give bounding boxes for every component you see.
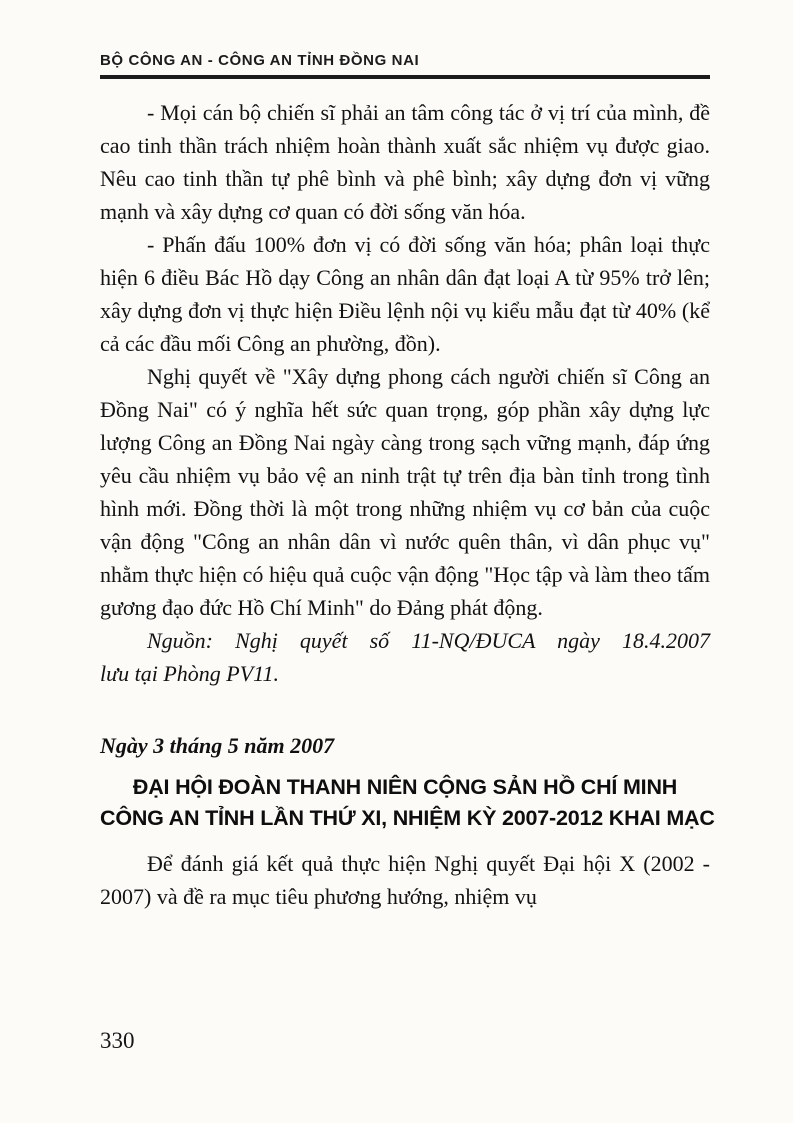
paragraph-resolution-point-2: - Phấn đấu 100% đơn vị có đời sống văn hóa; phân loại thực hiện 6 điều Bác Hồ dạy Công an nhân dân đạt loại A từ 95% trở lên; xây dựng đơn vị thực hiện Điều lệnh nội vụ kiểu mẫu đạt từ 40% (kể cả các đầu mối Công an phường, đồn). [100,232,710,356]
running-head [100,52,710,79]
header-rule [100,75,710,79]
entry-date-heading: Ngày 3 tháng 5 năm 2007 [100,733,335,758]
page-body [100,96,715,913]
page-number: 330 [100,1028,135,1053]
source-note-line-2: lưu tại Phòng PV11. [100,661,280,686]
paragraph-article-opening: Để đánh giá kết quả thực hiện Nghị quyết Đại hội X (2002 - 2007) và đề ra mục tiêu phương hướng, nhiệm vụ [100,851,710,909]
source-note-line-1: Nguồn: Nghị quyết số 11-NQ/ĐUCA ngày 18.4.2007 [147,628,710,653]
paragraph-resolution-meaning: Nghị quyết về "Xây dựng phong cách người chiến sĩ Công an Đồng Nai" có ý nghĩa hết sức quan trọng, góp phần xây dựng lực lượng Công an Đồng Nai ngày càng trong sạch vững mạnh, đáp ứng yêu cầu nhiệm vụ bảo vệ an ninh trật tự trên địa bàn tỉnh trong tình hình mới. Đồng thời là một trong những nhiệm vụ cơ bản của cuộc vận động "Công an nhân dân vì nước quên thân, vì dân phục vụ" nhằm thực hiện có hiệu quả cuộc vận động "Học tập và làm theo tấm gương đạo đức Hồ Chí Minh" do Đảng phát động. [100,364,710,620]
paragraph-resolution-point-1: - Mọi cán bộ chiến sĩ phải an tâm công tác ở vị trí của mình, đề cao tinh thần trách nhiệm hoàn thành xuất sắc nhiệm vụ được giao. Nêu cao tinh thần tự phê bình và phê bình; xây dựng đơn vị vững mạnh và xây dựng cơ quan có đời sống văn hóa. [100,100,710,224]
article-title-line-1: ĐẠI HỘI ĐOÀN THANH NIÊN CỘNG SẢN HỒ CHÍ MINH [132,775,678,799]
running-head-title: BỘ CÔNG AN - CÔNG AN TỈNH ĐỒNG NAI [100,52,420,69]
source-note [100,624,710,690]
article-title [100,772,715,834]
article-title-line-2: CÔNG AN TỈNH LẦN THỨ XI, NHIỆM KỲ 2007-2012 KHAI MẠC [100,806,715,830]
